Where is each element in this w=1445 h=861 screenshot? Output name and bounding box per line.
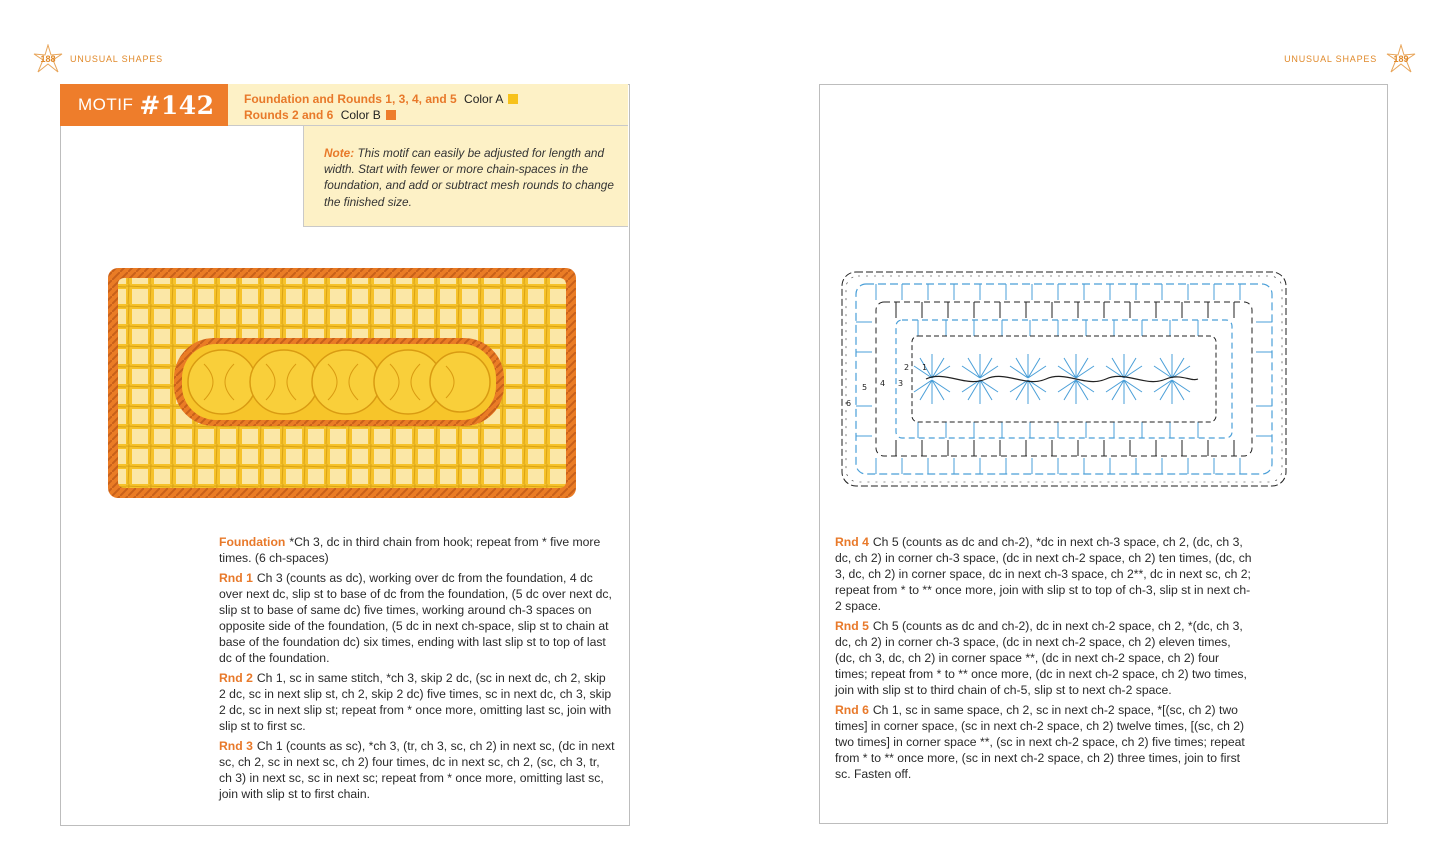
color-key-label: Foundation and Rounds 1, 3, 4, and 5: [244, 92, 457, 106]
round-label: Rnd 5: [835, 619, 869, 633]
rnd4-stitches: [896, 302, 1234, 456]
color-key-name: Color B: [340, 108, 381, 122]
star-icon: [30, 44, 66, 74]
round-label: Rnd 4: [835, 535, 869, 549]
color-a-swatch: [508, 94, 518, 104]
color-b-swatch: [386, 110, 396, 120]
round-number-label: 4: [880, 379, 886, 388]
color-key-box: [228, 84, 628, 126]
round-label: Rnd 3: [219, 739, 253, 753]
instruction-paragraph: [219, 534, 615, 566]
round-text: Ch 3 (counts as dc), working over dc from the foundation, 4 dc over next dc, slip st to base of dc from the foundation, (5 dc over next dc, slip st to base of same dc) five times, working around ch-3 spaces on opposite side of the foundation, (5 dc in next ch-space, slip st to chain at base of the foundation dc) six times, ending with last slip st to top of last dc of the foundation.: [219, 571, 612, 665]
left-instructions: [219, 534, 615, 806]
color-key-label: Rounds 2 and 6: [244, 108, 334, 122]
motif-photo: [104, 264, 580, 502]
instruction-paragraph: [835, 702, 1253, 782]
round-label: Rnd 2: [219, 671, 253, 685]
note-box: [303, 126, 628, 227]
round-number-label: 6: [846, 399, 852, 408]
left-section-title: UNUSUAL SHAPES: [70, 54, 163, 64]
rnd5-stitches: [856, 284, 1272, 474]
right-section-title: UNUSUAL SHAPES: [1284, 54, 1377, 64]
color-key-row: [244, 107, 628, 123]
instruction-paragraph: [219, 738, 615, 802]
instruction-paragraph: [219, 570, 615, 666]
round-text: Ch 1, sc in same space, ch 2, sc in next ch-2 space, *[(sc, ch 2) two times] in corner space, (sc in next ch-2 space, ch 2) twelve times, [(sc, ch 2) two times] in corner space **, (sc in next ch-2 space, ch 2) five times; repeat from * to ** once more, (sc in next ch-2 space, ch 2) three times, join to first sc. Fasten off.: [835, 703, 1245, 781]
motif-number: #142: [139, 90, 215, 120]
instruction-paragraph: [835, 534, 1253, 614]
color-key-name: Color A: [464, 92, 504, 106]
motif-word: MOTIF: [78, 95, 134, 114]
right-page-number: 189: [1393, 54, 1409, 64]
right-instructions: [835, 534, 1253, 786]
note-text: This motif can easily be adjusted for length and width. Start with fewer or more chain-spaces in the foundation, and add or subtract mesh rounds to change the finished size.: [324, 146, 614, 209]
round-text: Ch 5 (counts as dc and ch-2), dc in next ch-2 space, ch 2, *(dc, ch 3, dc, ch 2) in corner ch-3 space, (dc in next ch-2 space, ch 2) eleven times, (dc, ch 3, dc, ch 2) in corner space **, (dc in next ch-2 space, ch 2) four times; repeat from * to ** once more, (dc in next ch-2 space, ch 2) two times, join with slip st to third chain of ch-5, slip st to next ch-2 space.: [835, 619, 1247, 697]
round-label: Foundation: [219, 535, 286, 549]
round-text: Ch 1 (counts as sc), *ch 3, (tr, ch 3, sc, ch 2) in next sc, (dc in next sc, ch 2, sc in next sc, ch 2) four times, dc in next sc, ch 2, (sc, ch 3, tr, ch 3) in next sc, sc in next sc; repeat from * once more, omitting last sc, join with slip st to first chain.: [219, 739, 615, 801]
left-page-number: 188: [40, 54, 56, 64]
note-label: Note:: [324, 146, 355, 160]
crochet-chart: [836, 266, 1292, 492]
color-key-row: [244, 91, 628, 107]
motif-title: [60, 84, 228, 126]
round-label: Rnd 1: [219, 571, 253, 585]
round-number-label: 3: [898, 379, 904, 388]
round-number-label: 2: [904, 363, 910, 372]
instruction-paragraph: [219, 670, 615, 734]
rnd3-stitches: [918, 320, 1198, 438]
round-text: Ch 5 (counts as dc and ch-2), *dc in next ch-3 space, ch 2, (dc, ch 3, dc, ch 2) in corner ch-3 space, (dc in next ch-2 space, ch 2) ten times, (dc, ch 3, dc, ch 2) in corner space, dc in next ch-3 space, ch 2**, dc in next sc, ch 2; repeat from * to ** once more, join with slip st to top of ch-3, slip st in next ch-2 space.: [835, 535, 1252, 613]
foundation-chain: [926, 376, 1198, 381]
round-text: Ch 1, sc in same stitch, *ch 3, skip 2 dc, (sc in next dc, ch 2, skip 2 dc, sc in next slip st, ch 2, skip 2 dc) five times, sc in next dc, ch 3, skip 2 dc, sc in next slip st; repeat from * once more, omitting last sc, join with slip st to first sc.: [219, 671, 612, 733]
star-icon: [1383, 44, 1419, 74]
left-page-header: [30, 44, 163, 74]
right-page-header: [1284, 44, 1419, 74]
round-text: *Ch 3, dc in third chain from hook; repeat from * five more times. (6 ch-spaces): [219, 535, 601, 565]
instruction-paragraph: [835, 618, 1253, 698]
round-label: Rnd 6: [835, 703, 869, 717]
round-number-label: 1: [922, 363, 928, 372]
round-number-label: 5: [862, 383, 868, 392]
